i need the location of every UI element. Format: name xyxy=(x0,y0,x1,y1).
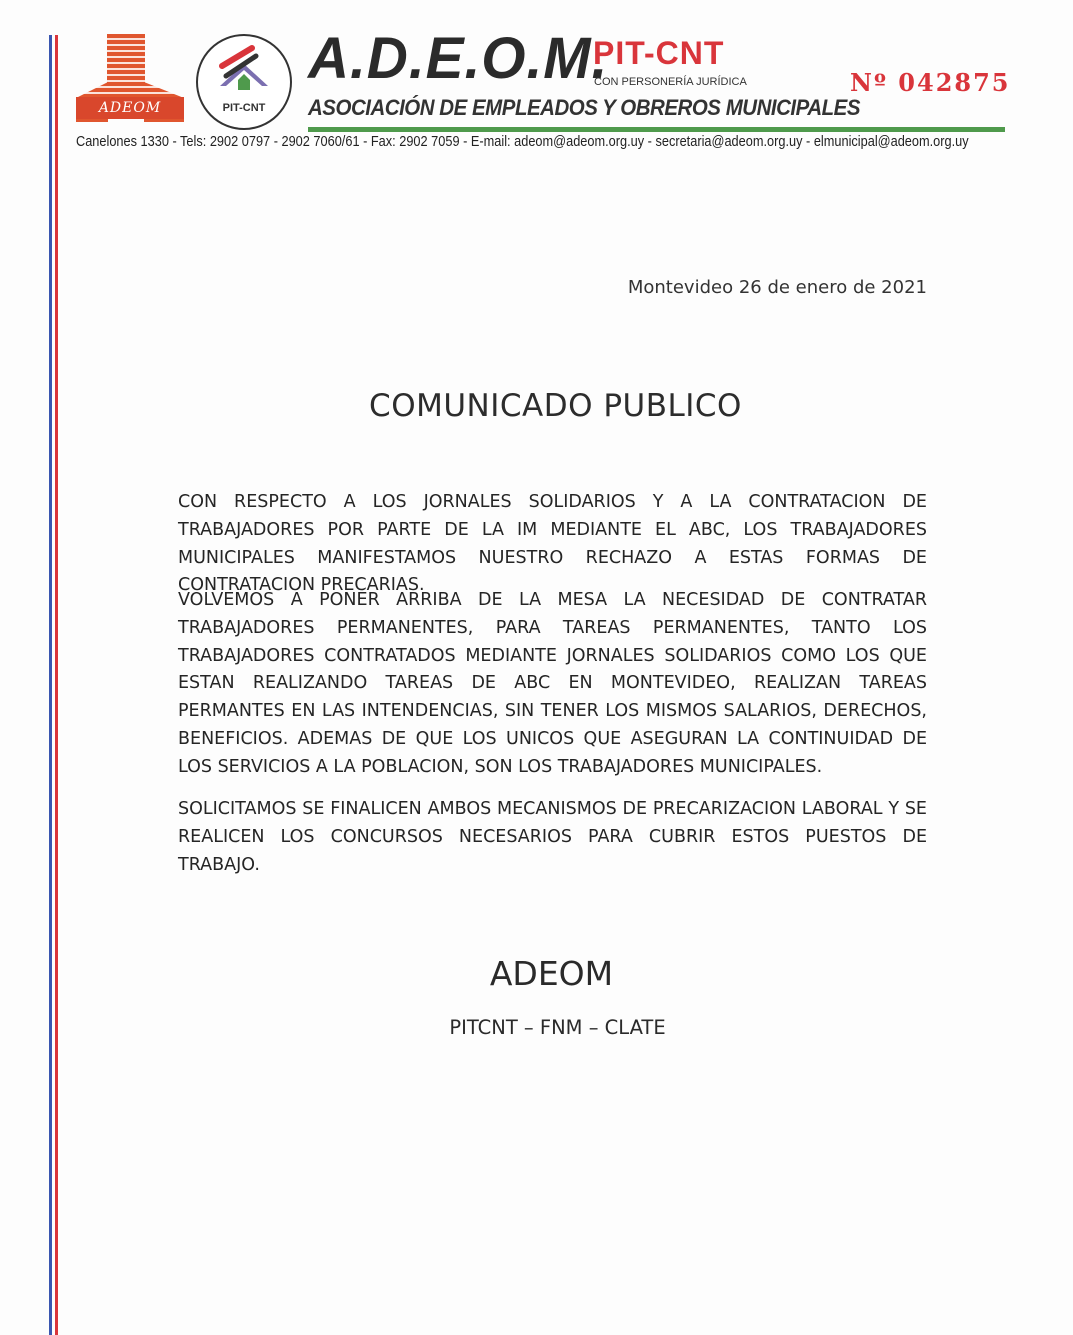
pit-cnt-label: PIT-CNT xyxy=(593,35,725,71)
signature-name: ADEOM xyxy=(489,954,614,993)
header-divider xyxy=(308,127,1005,132)
serial-number: Nº 042875 xyxy=(850,68,1011,97)
contact-line: Canelones 1330 - Tels: 2902 0797 - 2902 7060/61 - Fax: 2902 7059 - E-mail: adeom@adeom.org.uy - secretaria@adeom.org.uy - elmunicipal@adeom.org.uy xyxy=(76,134,969,150)
signature-affiliations: PITCNT – FNM – CLATE xyxy=(449,1016,666,1039)
letter-title: COMUNICADO PUBLICO xyxy=(369,388,742,424)
adeom-building-logo xyxy=(74,32,188,128)
margin-stripe-blue xyxy=(49,35,52,1335)
pit-cnt-circle-logo xyxy=(196,34,292,130)
circle-logo-label: PIT-CNT xyxy=(222,102,266,114)
body-paragraph-3: SOLICITAMOS SE FINALICEN AMBOS MECANISMOS DE PRECARIZACION LABORAL Y SE REALICEN LOS CONCURSOS NECESARIOS PARA CUBRIR ESTOS PUESTOS DE TRABAJO. xyxy=(178,799,927,875)
body-paragraph-1: CON RESPECTO A LOS JORNALES SOLIDARIOS Y A LA CONTRATACION DE TRABAJADORES POR PARTE DE LA IM MEDIANTE EL ABC, LOS TRABAJADORES MUNICIPALES MANIFESTAMOS NUESTRO RECHAZO A ESTAS FORMAS DE CONTRATACION PRECARIAS. xyxy=(178,492,927,596)
body-paragraph-2: VOLVEMOS A PONER ARRIBA DE LA MESA LA NECESIDAD DE CONTRATAR TRABAJADORES PERMANENTES, PARA TAREAS PERMANENTES, TANTO LOS TRABAJADORES CONTRATADOS MEDIANTE JORNALES SOLIDARIOS COMO LOS QUE ESTAN REALIZANDO TAREAS DE ABC EN MONTEVIDEO, REALIZAN TAREAS PERMANTES EN LAS INTENDENCIAS, SIN TENER LOS MISMOS SALARIOS, DERECHOS, BENEFICIOS. ADEMAS DE QUE LOS UNICOS QUE ASEGURAN LA CONTINUIDAD DE LOS SERVICIOS A LA POBLACION, SON LOS TRABAJADORES MUNICIPALES. xyxy=(178,590,927,777)
adeom-logo-banner: ADEOM xyxy=(76,97,184,119)
letter-date: Montevideo 26 de enero de 2021 xyxy=(627,277,927,298)
margin-stripe-red xyxy=(55,35,58,1335)
org-full-name: ASOCIACIÓN DE EMPLEADOS Y OBREROS MUNICIPALES xyxy=(308,95,861,120)
org-acronym: A.D.E.O.M. xyxy=(308,26,609,91)
personeria-label: CON PERSONERÍA JURÍDICA xyxy=(594,76,747,88)
